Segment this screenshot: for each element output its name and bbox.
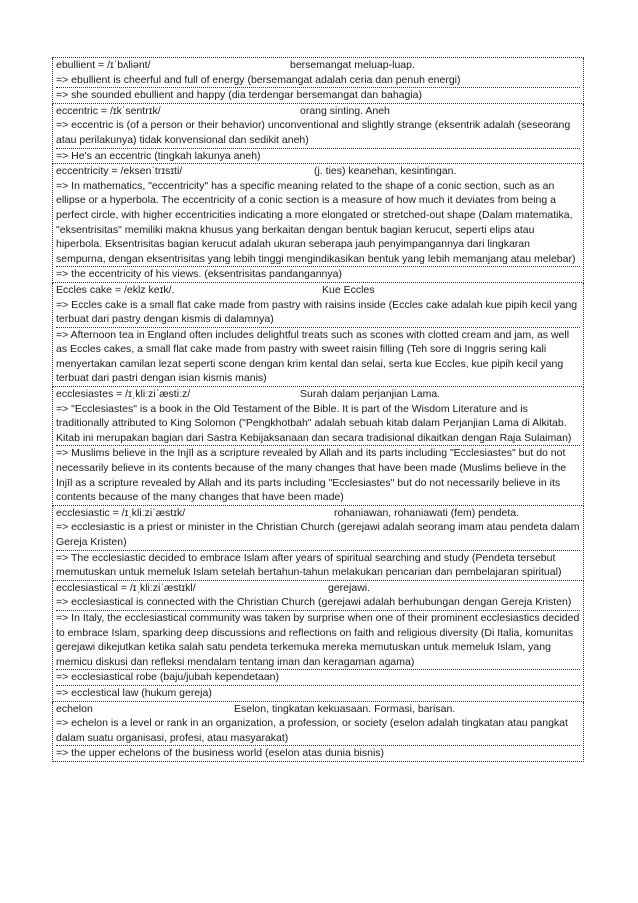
headword: eccentric = /ɪkˈsentrɪk/ bbox=[56, 104, 161, 117]
definition-line: => ecclesiastic is a priest or minister in the Christian Church (gerejawi adalah seorang imam atau pendeta dalam Gereja Kristen) bbox=[56, 521, 580, 548]
example-line: => she sounded ebullient and happy (dia terdengar bersemangat dan bahagia) bbox=[56, 87, 580, 103]
translation: gerejawi. bbox=[328, 581, 371, 594]
example-line: => Afternoon tea in England often includes delightful treats such as scones with clotted cream and jam, as well as Eccles cakes, a small flat cake made from pastry with sweet raisin filling (Teh sore di Inggris sering kali menyertakan camilan lezat seperti scone dengan krim kental dan selai, serta kue Eccles, kue pipih kecil yang terbuat dari pastri dengan isian kismis manis) bbox=[56, 327, 580, 386]
entry-ebullient bbox=[52, 58, 584, 104]
definition-line: => ecclesiastical is connected with the Christian Church (gerejawi adalah berhubungan dengan Gereja Kristen) bbox=[56, 596, 572, 609]
example-line: => the eccentricity of his views. (eksentrisitas pandangannya) bbox=[56, 266, 580, 282]
entry-header bbox=[56, 387, 580, 402]
translation: Kue Eccles bbox=[322, 283, 375, 296]
example-line: => ecclestical law (hukum gereja) bbox=[56, 685, 580, 701]
entry-eccentricity bbox=[52, 164, 584, 283]
entry-eccentric bbox=[52, 104, 584, 164]
definition-line: => Eccles cake is a small flat cake made from pastry with raisins inside (Eccles cake adalah kue pipih kecil yang terbuat dari pastry dengan kismis di dalamnya) bbox=[56, 298, 578, 326]
example-line: => ecclesiastical robe (baju/jubah kependetaan) bbox=[56, 669, 580, 685]
headword: eccentricity = /eksenˈtrɪsɪti/ bbox=[56, 165, 183, 178]
definition-line: => ebullient is cheerful and full of energy (bersemangat adalah ceria dan penuh energi) bbox=[56, 73, 461, 86]
example-line: => He's an eccentric (tingkah lakunya aneh) bbox=[56, 148, 580, 164]
entry-header bbox=[56, 58, 580, 73]
headword: echelon bbox=[56, 702, 93, 715]
dictionary-document bbox=[52, 57, 584, 762]
translation: orang sinting. Aneh bbox=[300, 104, 390, 117]
example-line: => the upper echelons of the business world (eselon atas dunia bisnis) bbox=[56, 745, 580, 761]
entry-echelon bbox=[52, 702, 584, 762]
definition-line: => echelon is a level or rank in an organization, a profession, or society (eselon adalah tingkatan atau pangkat dalam suatu organisasi, profesi, atau masyarakat) bbox=[56, 717, 568, 744]
translation: Eselon, tingkatan kekuasaan. Formasi, barisan. bbox=[234, 702, 456, 715]
translation: (j. ties) keanehan, kesintingan. bbox=[314, 165, 457, 178]
example-line: => In Italy, the ecclesiastical community was taken by surprise when one of their prominent ecclesiastics decided to embrace Islam, sparking deep discussions and reflections on faith and religious diversity (Di Italia, komunitas gerejawi dikejutkan ketika salah satu pendeta terkemuka mereka memutuskan untuk memeluk Islam, yang memicu diskusi dan refleksi mendalam tentang iman dan keragaman agama) bbox=[56, 611, 580, 668]
definition-line: => "Ecclesiastes" is a book in the Old Testament of the Bible. It is part of the Wisdom Literature and is traditionally attributed to King Solomon ("Pengkhotbah" adalah sebuah kitab dalam Perjanjian Lama di Alkitab. Kitab ini merupakan bagian dari Sastra Kebijaksanaan dan secara tradisional dikaitkan dengan Raja Sulaiman) bbox=[56, 402, 572, 444]
example-line: => The ecclesiastic decided to embrace Islam after years of spiritual searching and study (Pendeta tersebut memutuskan untuk memeluk Islam setelah bertahun-tahun melakukan pencarian dan pembelajaran spiritual) bbox=[56, 550, 580, 580]
headword: ecclesiastes = /ɪˌkliːziˈæstiːz/ bbox=[56, 388, 191, 401]
entry-eccles-cake bbox=[52, 283, 584, 387]
translation: rohaniawan, rohaniawati (fem) pendeta. bbox=[334, 506, 520, 519]
entry-ecclesiastic bbox=[52, 506, 584, 581]
entry-header bbox=[56, 283, 580, 298]
example-line: => Muslims believe in the Injīl as a scripture revealed by Allah and its parts including "Ecclesiastes" but do not necessarily believe in its contents because of the many changes that have been made (Muslims believe in the Injīl as a scripture revealed by Allah and its parts including "Ecclesiastes" but do not necessarily believe in its contents because of the many changes that have been made) bbox=[56, 445, 580, 504]
translation: Surah dalam perjanjian Lama. bbox=[300, 388, 441, 401]
headword: ecclesiastical = /ɪˌkliːziˈæstɪkl/ bbox=[56, 581, 196, 594]
headword: ecclesiastic = /ɪˌkliːziˈæstɪk/ bbox=[56, 506, 186, 519]
entry-header bbox=[56, 164, 580, 179]
entry-header bbox=[56, 506, 580, 521]
definition-line: => eccentric is (of a person or their behavior) unconventional and slightly strange (eksentrik adalah (seseorang atau perilakunya) tidak konvensional dan sedikit aneh) bbox=[56, 119, 571, 146]
entry-header bbox=[56, 702, 580, 717]
definition-line: => In mathematics, "eccentricity" has a specific meaning related to the shape of a conic section, such as an ellipse or a hyperbola. The eccentricity of a conic section is a measure of how much it deviates from being a perfect circle, with higher eccentricities indicating a more elongated or stretched-out shape (Dalam matematika, "eksentrisitas" memiliki makna khusus yang berkaitan dengan bentuk bagian kerucut, seperti elips atau hiperbola. Eksentrisitas bagian kerucut adalah ukuran seberapa jauh penyimpangannya dari lingkaran sempurna, dengan eksentrisitas yang lebih tinggi mengindikasikan bentuk yang lebih memanjang atau melebar) bbox=[56, 179, 576, 265]
translation: bersemangat meluap-luap. bbox=[290, 59, 415, 71]
entry-header bbox=[56, 104, 580, 119]
entry-header bbox=[56, 581, 580, 596]
entry-ecclesiastes bbox=[52, 387, 584, 506]
headword: Eccles cake = /eklz keɪk/. bbox=[56, 283, 175, 296]
headword: ebullient = /ɪˈbʌliənt/ bbox=[56, 59, 151, 71]
entry-ecclesiastical bbox=[52, 581, 584, 702]
